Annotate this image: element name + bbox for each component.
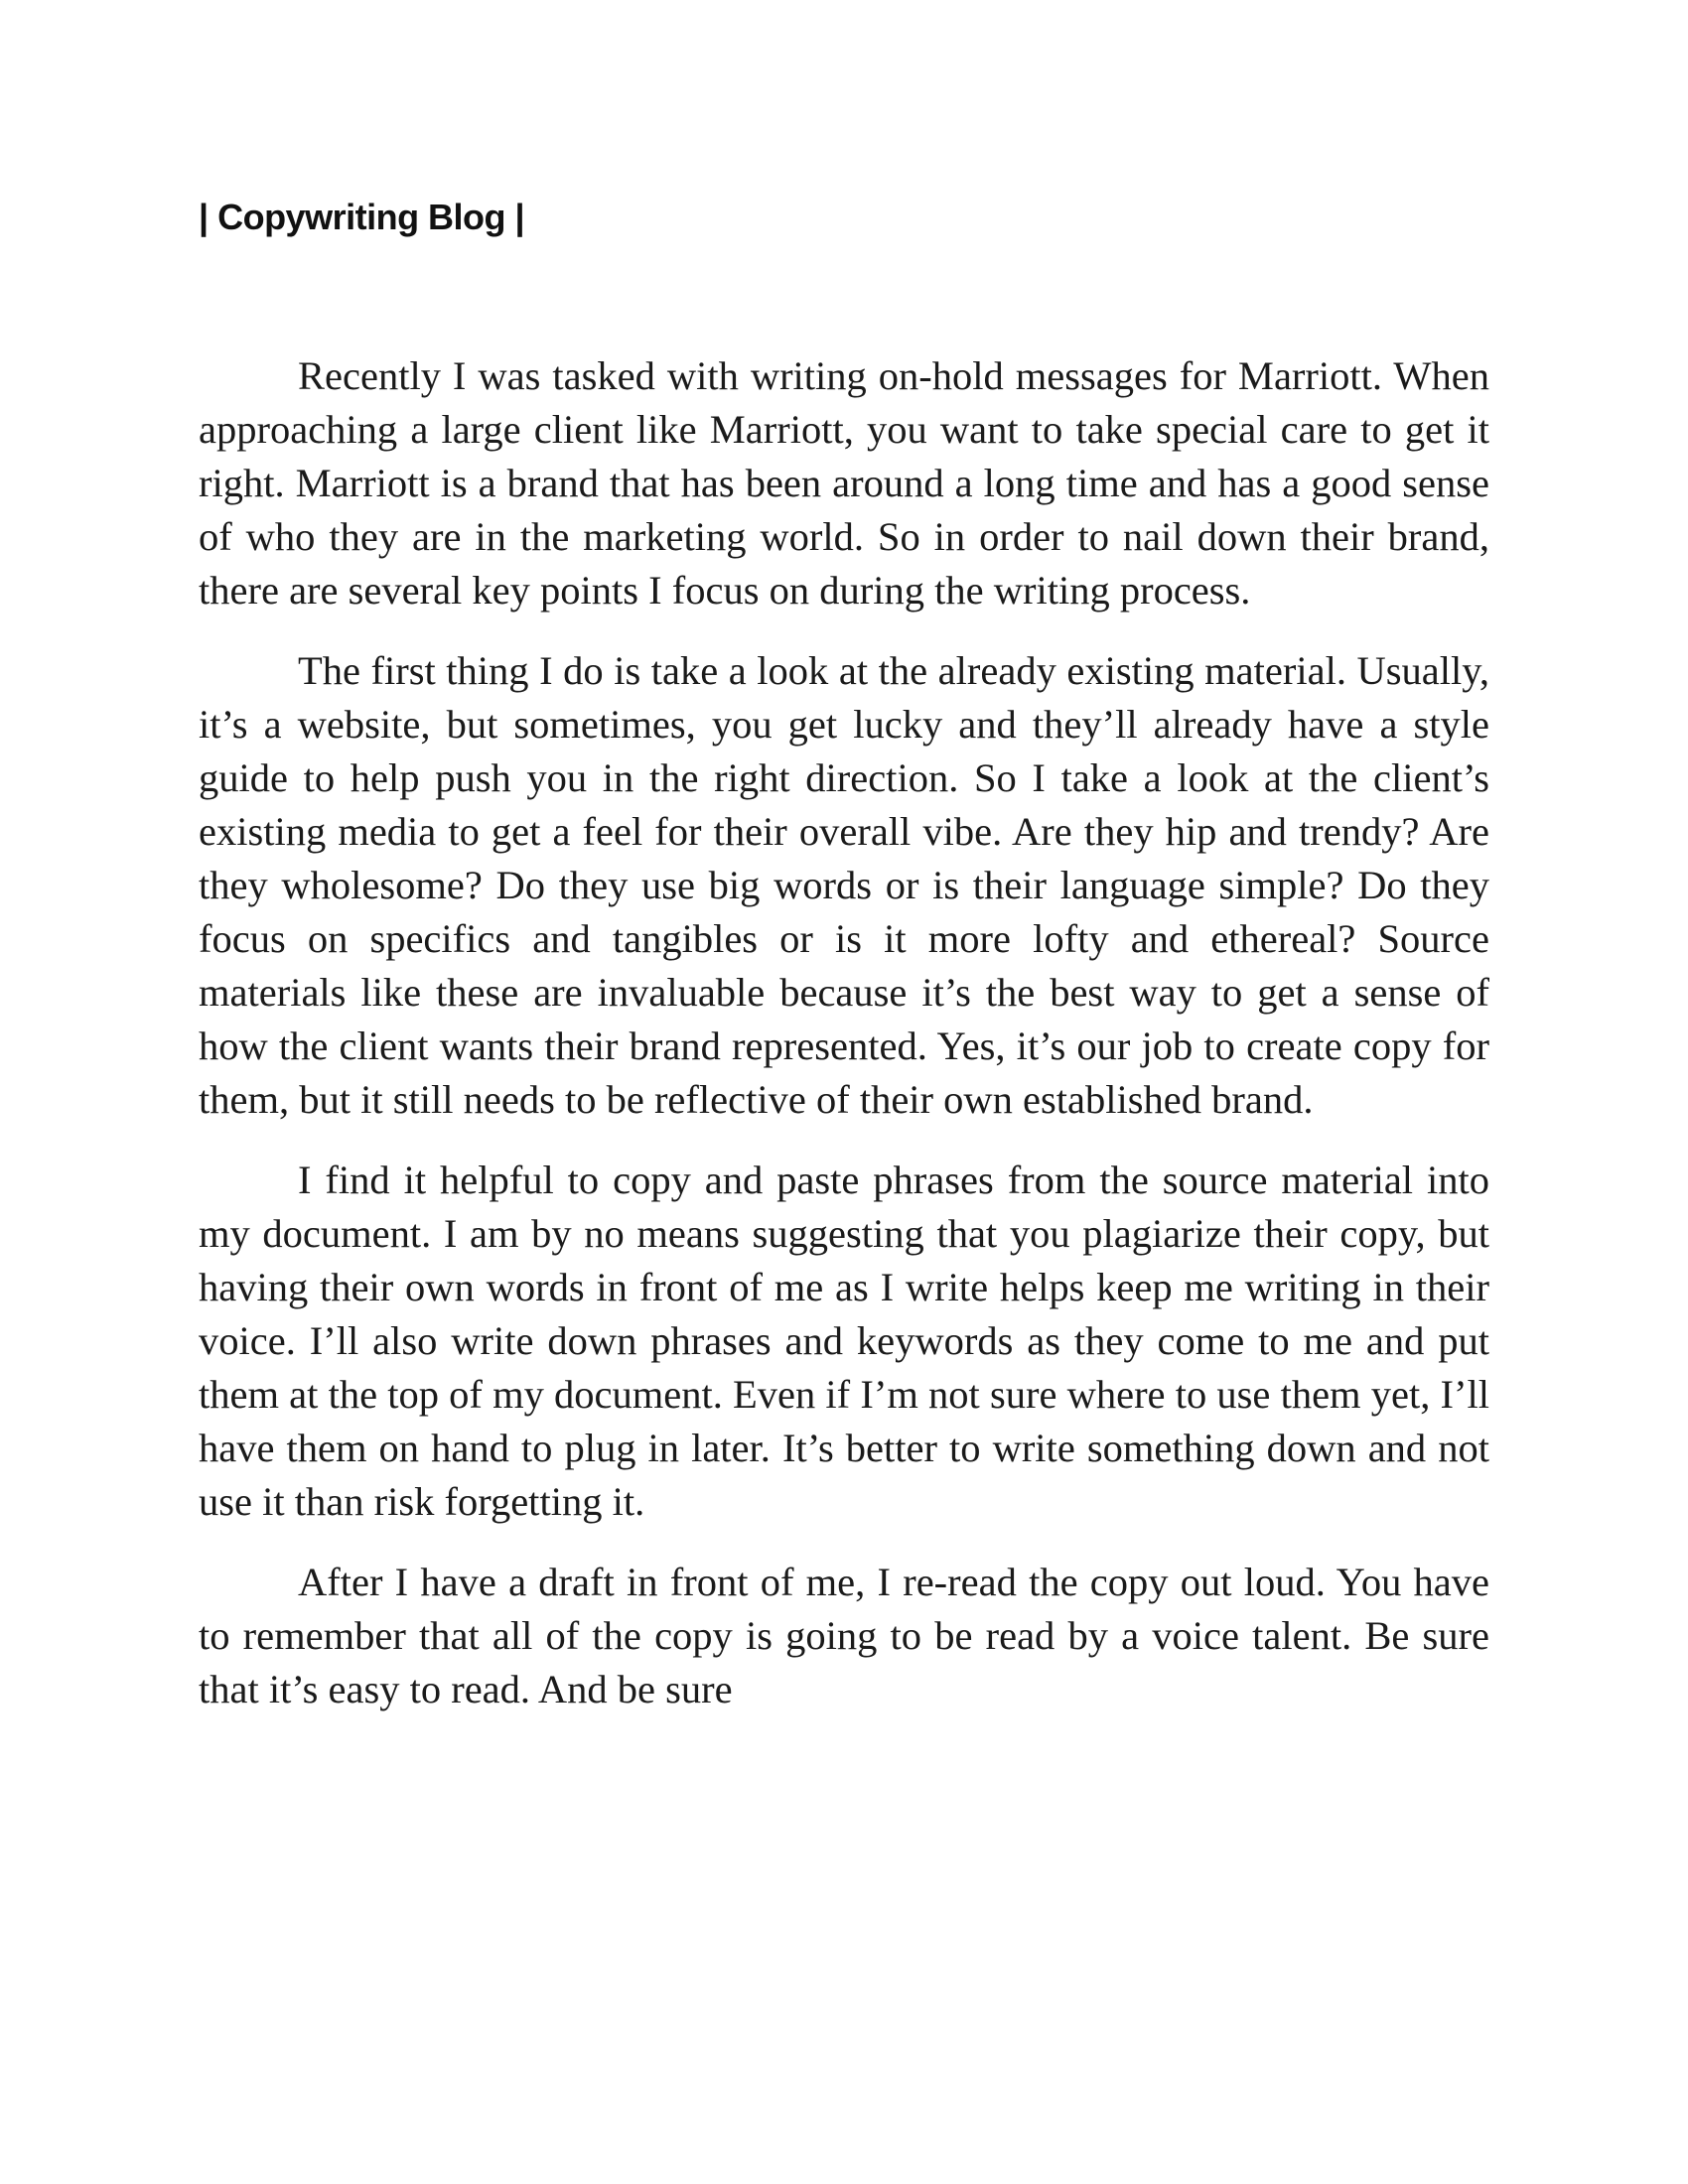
paragraph-2: The first thing I do is take a look at the already existing material. Usually, it’s a website, but sometimes, you get lucky and they’ll already have a style guide to help push you in the right direction. So I take a look at the client’s existing media to get a feel for their overall vibe. Are they hip and trendy? Are they wholesome? Do they use big words or is their language simple? Do they focus on specifics and tangibles or is it more lofty and ethereal? Source materials like these are invaluable because it’s the best way to get a sense of how the client wants their brand represented. Yes, it’s our job to create copy for them, but it still needs to be reflective of their own established brand. — [199, 648, 1489, 1122]
blog-heading: | Copywriting Blog | — [199, 197, 525, 237]
paragraph-1: Recently I was tasked with writing on-hold messages for Marriott. When approaching a large client like Marriott, you want to take special care to get it right. Marriott is a brand that has been around a long time and has a good sense of who they are in the marketing world. So in order to nail down their brand, there are several key points I focus on during the writing process. — [199, 353, 1489, 613]
paragraph-4: After I have a draft in front of me, I re-read the copy out loud. You have to remember that all of the copy is going to be read by a voice talent. Be sure that it’s easy to read. And be sure — [199, 1560, 1489, 1711]
paragraph-3: I find it helpful to copy and paste phrases from the source material into my document. I am by no means suggesting that you plagiarize their copy, but having their own words in front of me as I write helps keep me writing in their voice. I’ll also write down phrases and keywords as they come to me and put them at the top of my document. Even if I’m not sure where to use them yet, I’ll have them on hand to plug in later. It’s better to write something down and not use it than risk forgetting it. — [199, 1158, 1489, 1524]
article-body — [199, 349, 1489, 1743]
